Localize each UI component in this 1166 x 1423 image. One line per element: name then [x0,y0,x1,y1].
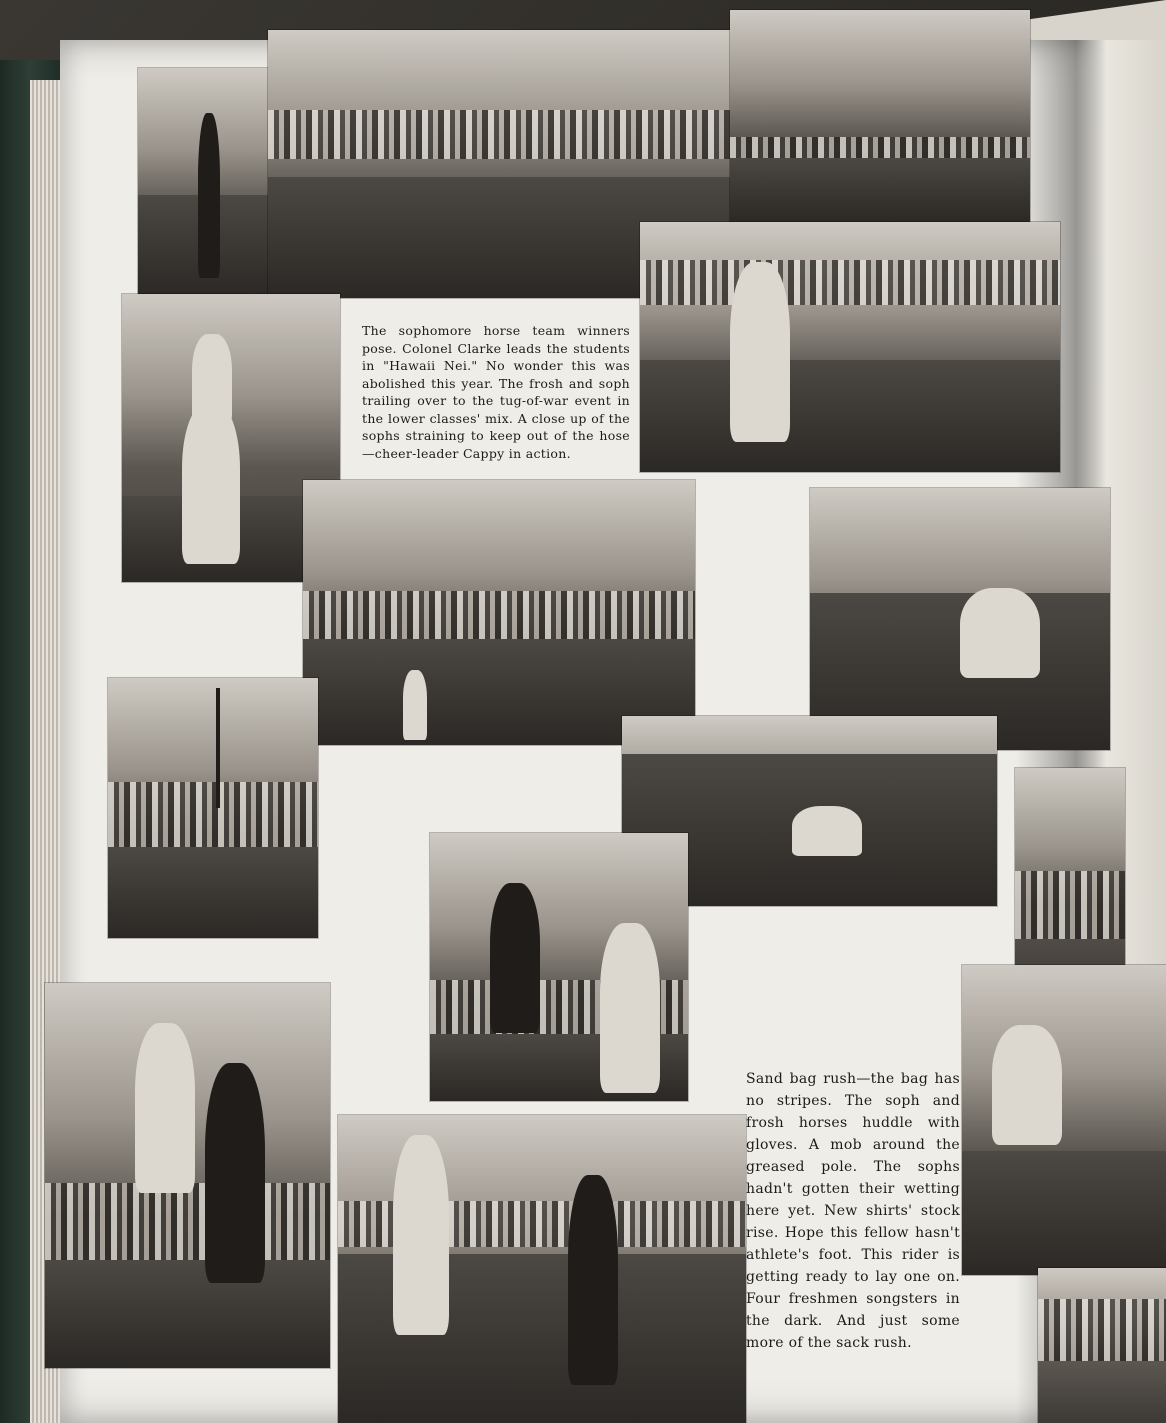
photo-crowd-shirts [1015,768,1125,996]
photo-procession-field [730,10,1030,222]
photo-sand-bag-rush [810,488,1110,750]
photo-tug-of-war-closeup [640,222,1060,472]
caption-top: The sophomore horse team winners pose. Colonel Clarke leads the students in "Hawaii Nei." No wonder this was abolished this year. The frosh and soph trailing over to the tug-of-war event in the lower classes' mix. A close up of the sophs straining to keep out of the hose—cheer-leader Cappy in action. [362,323,630,461]
photo-tug-of-war-field [303,480,695,745]
photo-sack-rush-more [1038,1268,1166,1423]
caption-bottom: Sand bag rush—the bag has no stripes. The soph and frosh horses huddle with gloves. A mob around the greased pole. The sophs hadn't gotten their wetting here yet. New shirts' stock rise. Hope this fellow hasn't athlete's foot. This rider is getting ready to lay one on. Four freshmen songsters in the dark. And just some more of the sack rush. [746,1071,960,1351]
photo-rider-stack [45,983,330,1368]
photo-greased-pole-mob [108,678,318,938]
photo-horses-with-gloves [430,833,688,1101]
photo-freshmen-songsters [338,1115,746,1423]
photo-colonel-standing [138,68,268,298]
photo-rider-fight [962,965,1166,1275]
